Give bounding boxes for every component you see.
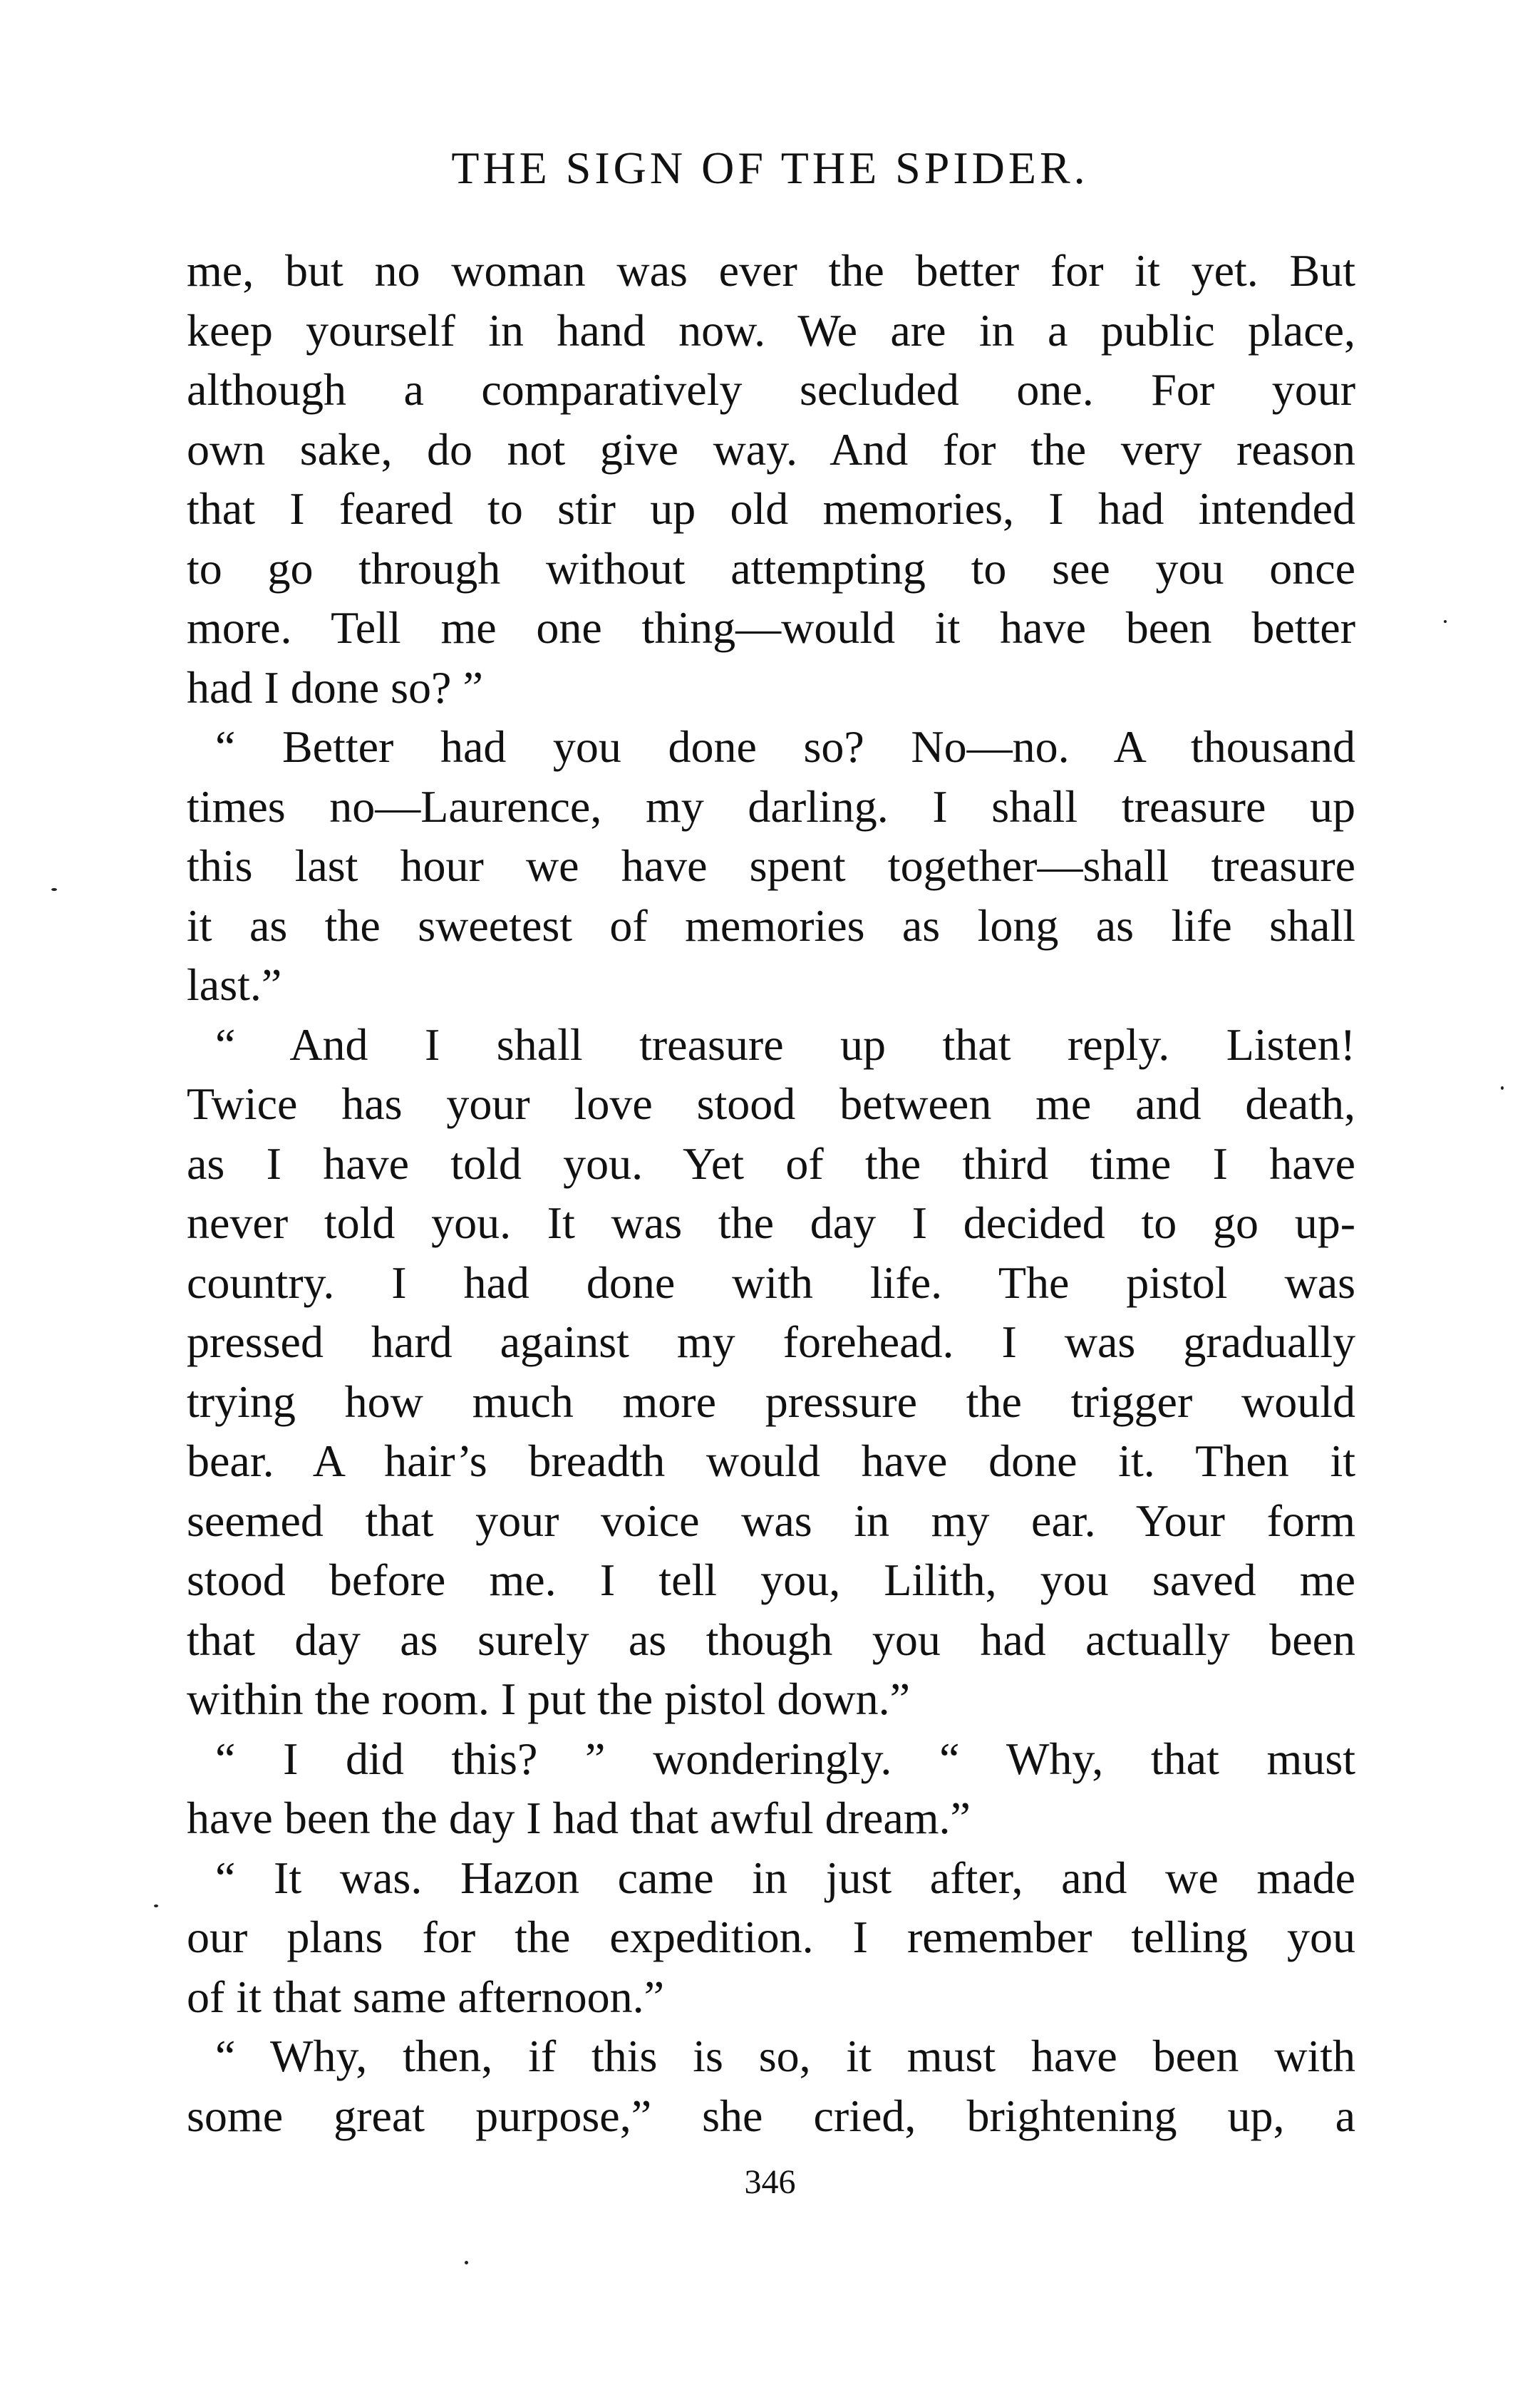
text-line: country. I had done with life. The pistol was: [187, 1257, 1355, 1308]
text-line: trying how much more pressure the trigger would: [187, 1376, 1355, 1427]
text-line: of it that same afternoon.”: [187, 1971, 664, 2022]
text-line: some great purpose,” she cried, brightening up, a: [187, 2090, 1355, 2141]
text-line: to go through without attempting to see you once: [187, 542, 1355, 594]
text-line: it as the sweetest of memories as long as life shall: [187, 899, 1355, 951]
running-title: THE SIGN OF THE SPIDER.: [451, 143, 1089, 193]
text-line: that I feared to stir up old memories, I had intended: [187, 483, 1355, 534]
text-line: own sake, do not give way. And for the very reason: [187, 423, 1355, 475]
page-number: 346: [744, 2163, 796, 2201]
scan-speck: [1501, 1086, 1504, 1090]
text-line: “ It was. Hazon came in just after, and we made: [215, 1852, 1355, 1903]
text-line: although a comparatively secluded one. For your: [187, 364, 1355, 415]
text-line: this last hour we have spent together—shall treasure: [187, 840, 1355, 891]
text-line: had I done so? ”: [187, 661, 483, 713]
text-line: never told you. It was the day I decided to go up-: [187, 1197, 1355, 1248]
scan-speck: [1444, 620, 1447, 623]
text-line: pressed hard against my forehead. I was gradually: [187, 1316, 1355, 1367]
body-text: [187, 241, 1355, 2145]
text-line: stood before me. I tell you, Lilith, you saved me: [187, 1555, 1355, 1605]
text-line: times no—Laurence, my darling. I shall treasure up: [187, 780, 1355, 832]
text-line: Twice has your love stood between me and death,: [187, 1078, 1355, 1129]
text-line: bear. A hair’s breadth would have done it. Then it: [187, 1435, 1355, 1486]
text-line: seemed that your voice was in my ear. Your form: [187, 1495, 1355, 1546]
text-line: our plans for the expedition. I remember telling you: [187, 1912, 1355, 1962]
text-line: “ I did this? ” wonderingly. “ Why, that must: [215, 1733, 1355, 1784]
text-line: “ Better had you done so? No—no. A thousand: [215, 721, 1355, 772]
scan-speck: [465, 2261, 468, 2264]
text-line: within the room. I put the pistol down.”: [187, 1674, 910, 1724]
text-line: as I have told you. Yet of the third time I have: [187, 1138, 1355, 1189]
text-line: more. Tell me one thing—would it have been better: [187, 602, 1355, 653]
text-line: “ And I shall treasure up that reply. Listen!: [215, 1019, 1355, 1070]
text-line: keep yourself in hand now. We are in a public place,: [187, 304, 1355, 356]
text-line: that day as surely as though you had actually been: [187, 1614, 1355, 1665]
text-line: have been the day I had that awful dream.”: [187, 1793, 971, 1843]
text-line: “ Why, then, if this is so, it must have been with: [215, 2031, 1355, 2081]
text-line: me, but no woman was ever the better for it yet. But: [187, 245, 1355, 296]
text-line: last.”: [187, 959, 282, 1010]
scan-speck: [51, 888, 57, 891]
scan-speck: [154, 1904, 158, 1907]
